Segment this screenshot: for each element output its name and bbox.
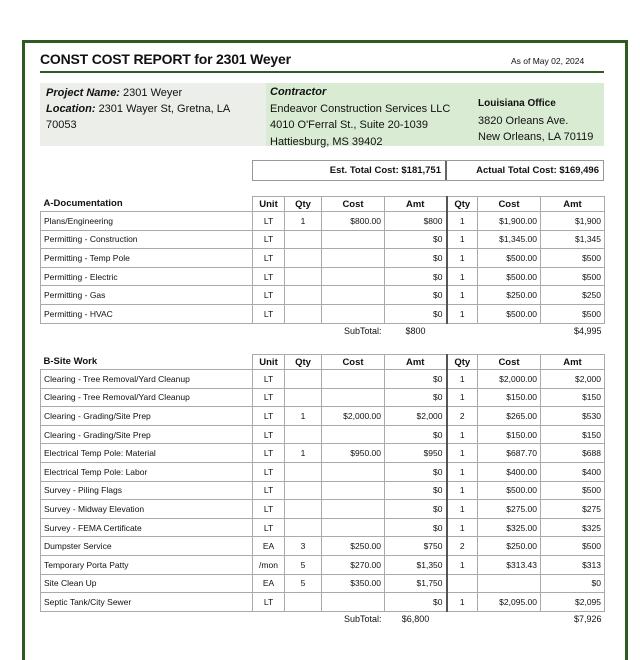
cell: Electrical Temp Pole: Material	[41, 444, 253, 463]
cell: $313.43	[478, 555, 541, 574]
table-row	[41, 388, 605, 407]
cell: $250.00	[478, 537, 541, 556]
contractor-info	[266, 83, 604, 146]
cell: LT	[253, 444, 285, 463]
column-header: Cost	[322, 197, 385, 212]
cell: $800	[385, 212, 447, 231]
table-row	[41, 407, 605, 426]
cell: $2,095.00	[478, 593, 541, 612]
column-header: Amt	[385, 197, 447, 212]
cell	[478, 574, 541, 593]
title-divider	[40, 71, 604, 73]
cell: 1	[447, 500, 478, 519]
table-row	[41, 574, 605, 593]
cell: $0	[385, 425, 447, 444]
cell	[285, 518, 322, 537]
table-row	[41, 230, 605, 249]
project-name: 2301 Weyer	[123, 87, 183, 99]
cell	[285, 425, 322, 444]
cell: $687.70	[478, 444, 541, 463]
table-row	[41, 500, 605, 519]
cell: Permitting - Construction	[41, 230, 253, 249]
cell: EA	[253, 574, 285, 593]
cell: $2,000	[541, 370, 605, 389]
cell: 1	[447, 481, 478, 500]
cell: $1,750	[385, 574, 447, 593]
cell: /mon	[253, 555, 285, 574]
cell: LT	[253, 212, 285, 231]
cell: Permitting - Gas	[41, 286, 253, 305]
contractor-address1: 4010 O'Ferral St., Suite 20-1039	[270, 119, 429, 131]
contractor-address2: Hattiesburg, MS 39402	[270, 135, 383, 148]
cell	[447, 574, 478, 593]
cell: $1,900.00	[478, 212, 541, 231]
cell: 1	[447, 593, 478, 612]
cell: LT	[253, 593, 285, 612]
cell	[285, 249, 322, 268]
cell: $0	[385, 304, 447, 323]
cell: $500	[541, 304, 605, 323]
cell: $500.00	[478, 481, 541, 500]
column-header: Qty	[447, 197, 478, 212]
cell: Site Clean Up	[41, 574, 253, 593]
cell	[285, 230, 322, 249]
table-row	[41, 286, 605, 305]
cell: 5	[285, 555, 322, 574]
cell	[322, 370, 385, 389]
section-title: B-Site Work	[43, 356, 98, 368]
cell: $0	[385, 593, 447, 612]
report-title: CONST COST REPORT for 2301 Weyer	[40, 51, 291, 67]
cell	[322, 267, 385, 286]
cell: $270.00	[322, 555, 385, 574]
cell: LT	[253, 388, 285, 407]
cell: $0	[385, 370, 447, 389]
cell: $250.00	[322, 537, 385, 556]
cell: EA	[253, 537, 285, 556]
cell: Survey - FEMA Certificate	[41, 518, 253, 537]
table-row	[41, 444, 605, 463]
cell: LT	[253, 518, 285, 537]
cell: 1	[447, 212, 478, 231]
cell: Clearing - Tree Removal/Yard Cleanup	[41, 388, 253, 407]
cell: Survey - Piling Flags	[41, 481, 253, 500]
cell: $500.00	[478, 304, 541, 323]
cell: 1	[447, 388, 478, 407]
cell: $275	[541, 500, 605, 519]
cell: $500	[541, 537, 605, 556]
project-name-label: Project Name:	[46, 87, 120, 99]
cell: $250	[541, 286, 605, 305]
cell: LT	[253, 370, 285, 389]
actual-total: $169,496	[559, 165, 599, 176]
cell: LT	[253, 249, 285, 268]
cell: $0	[385, 249, 447, 268]
subtotal-label: SubTotal:	[343, 614, 382, 625]
column-header: Cost	[478, 355, 541, 370]
cell: $0	[541, 574, 605, 593]
cell	[285, 388, 322, 407]
cell: $2,000.00	[478, 370, 541, 389]
cell	[322, 518, 385, 537]
est-total-label: Est. Total Cost:	[329, 165, 399, 176]
cell: 2	[447, 537, 478, 556]
cell	[322, 481, 385, 500]
cell: Clearing - Grading/Site Prep	[41, 425, 253, 444]
column-header: Unit	[253, 355, 285, 370]
cell: $950	[385, 444, 447, 463]
cell: Plans/Engineering	[41, 212, 253, 231]
cell: 1	[447, 462, 478, 481]
cell: $400.00	[478, 462, 541, 481]
column-header: Qty	[447, 355, 478, 370]
cost-table-documentation	[40, 196, 605, 339]
cell: $1,345	[541, 230, 605, 249]
cell: $0	[385, 267, 447, 286]
cell: $1,900	[541, 212, 605, 231]
cell: 1	[447, 555, 478, 574]
cell: $350.00	[322, 574, 385, 593]
cell	[322, 462, 385, 481]
cell: LT	[253, 230, 285, 249]
cell: 1	[285, 212, 322, 231]
column-header: Qty	[285, 197, 322, 212]
column-header: Unit	[253, 197, 285, 212]
table-row	[41, 462, 605, 481]
cell	[322, 286, 385, 305]
cell: $250.00	[478, 286, 541, 305]
column-header: Amt	[385, 355, 447, 370]
cell: $750	[385, 537, 447, 556]
cell: 1	[285, 444, 322, 463]
cell: $1,350	[385, 555, 447, 574]
subtotal-est: $800	[405, 326, 426, 337]
table-row	[41, 304, 605, 323]
table-row	[41, 212, 605, 231]
subtotal-actual: $7,926	[573, 614, 602, 625]
contractor-label: Contractor	[270, 86, 327, 98]
cell: $500.00	[478, 267, 541, 286]
column-header: Cost	[478, 197, 541, 212]
location-label: Location:	[46, 103, 96, 115]
table-row	[41, 537, 605, 556]
location-zip: 70053	[46, 119, 77, 131]
cell	[285, 462, 322, 481]
cell	[285, 286, 322, 305]
cell: Clearing - Tree Removal/Yard Cleanup	[41, 370, 253, 389]
cell	[285, 267, 322, 286]
cell: 1	[447, 249, 478, 268]
cell: Dumpster Service	[41, 537, 253, 556]
table-row	[41, 555, 605, 574]
cell: $325	[541, 518, 605, 537]
subtotal-row	[41, 323, 605, 339]
office-label: Louisiana Office	[478, 98, 556, 109]
cell: 1	[447, 286, 478, 305]
subtotal-label: SubTotal:	[343, 326, 382, 337]
est-total: $181,751	[401, 165, 441, 176]
location: 2301 Wayer St, Gretna, LA	[98, 103, 231, 115]
cell: 1	[447, 518, 478, 537]
cell: LT	[253, 462, 285, 481]
cell: $0	[385, 500, 447, 519]
subtotal-row	[41, 611, 605, 627]
cell: LT	[253, 500, 285, 519]
cell: 1	[447, 304, 478, 323]
cell: $530	[541, 407, 605, 426]
office-address1: 3820 Orleans Ave.	[478, 114, 569, 127]
cell: LT	[253, 481, 285, 500]
cell: LT	[253, 304, 285, 323]
section-title: A-Documentation	[43, 198, 123, 210]
table-row	[41, 593, 605, 612]
column-header: Qty	[285, 355, 322, 370]
cell: $275.00	[478, 500, 541, 519]
cell: $0	[385, 388, 447, 407]
cell: $0	[385, 518, 447, 537]
cell: 3	[285, 537, 322, 556]
cell: $500	[541, 481, 605, 500]
cell: Permitting - HVAC	[41, 304, 253, 323]
table-row	[41, 267, 605, 286]
cell: $313	[541, 555, 605, 574]
cell: Permitting - Temp Pole	[41, 249, 253, 268]
cell: 1	[447, 370, 478, 389]
cell: $325.00	[478, 518, 541, 537]
cell: $1,345.00	[478, 230, 541, 249]
cell: 1	[447, 267, 478, 286]
cell	[285, 304, 322, 323]
cell	[285, 481, 322, 500]
actual-total-label: Actual Total Cost:	[476, 165, 557, 176]
table-row	[41, 518, 605, 537]
column-header: Cost	[322, 355, 385, 370]
cell: 1	[447, 444, 478, 463]
cell: $150.00	[478, 388, 541, 407]
cell: $400	[541, 462, 605, 481]
cost-table-site-work	[40, 354, 605, 627]
office-address2: New Orleans, LA 70119	[478, 131, 594, 143]
cell: LT	[253, 425, 285, 444]
cell: 2	[447, 407, 478, 426]
totals-box	[252, 160, 604, 181]
cell	[322, 500, 385, 519]
column-header: Amt	[541, 197, 605, 212]
cell: $0	[385, 286, 447, 305]
subtotal-actual: $4,995	[573, 326, 602, 337]
cell: $0	[385, 230, 447, 249]
cell	[285, 593, 322, 612]
cell: $2,000	[385, 407, 447, 426]
cell: $950.00	[322, 444, 385, 463]
cell	[285, 370, 322, 389]
cell	[322, 425, 385, 444]
cell: $2,095	[541, 593, 605, 612]
cell: $800.00	[322, 212, 385, 231]
column-header: Amt	[541, 355, 605, 370]
cell: $265.00	[478, 407, 541, 426]
as-of-date: As of May 02, 2024	[511, 56, 585, 66]
cell: Temporary Porta Patty	[41, 555, 253, 574]
cell: 5	[285, 574, 322, 593]
cell	[322, 230, 385, 249]
table-header	[41, 355, 605, 370]
cell: LT	[253, 267, 285, 286]
table-row	[41, 481, 605, 500]
contractor-name: Endeavor Construction Services LLC	[270, 102, 451, 115]
cell: 1	[447, 425, 478, 444]
cell: Electrical Temp Pole: Labor	[41, 462, 253, 481]
cell: 1	[447, 230, 478, 249]
table-header	[41, 197, 605, 212]
cell	[322, 593, 385, 612]
cell: $150	[541, 425, 605, 444]
cell	[322, 388, 385, 407]
cell: $0	[385, 462, 447, 481]
project-info	[40, 83, 266, 146]
cell: $500	[541, 249, 605, 268]
table-row	[41, 249, 605, 268]
cell: LT	[253, 407, 285, 426]
cell: $688	[541, 444, 605, 463]
cell: $0	[385, 481, 447, 500]
cell	[322, 249, 385, 268]
cell: Clearing - Grading/Site Prep	[41, 407, 253, 426]
cell	[322, 304, 385, 323]
cell: LT	[253, 286, 285, 305]
cell: Survey - Midway Elevation	[41, 500, 253, 519]
cell: $2,000.00	[322, 407, 385, 426]
cell: Permitting - Electric	[41, 267, 253, 286]
table-row	[41, 425, 605, 444]
cell: 1	[285, 407, 322, 426]
cell: Septic Tank/City Sewer	[41, 593, 253, 612]
cell: $150.00	[478, 425, 541, 444]
subtotal-est: $6,800	[401, 614, 430, 625]
cell: $500	[541, 267, 605, 286]
cell: $500.00	[478, 249, 541, 268]
cell: $150	[541, 388, 605, 407]
cell	[285, 500, 322, 519]
table-row	[41, 370, 605, 389]
